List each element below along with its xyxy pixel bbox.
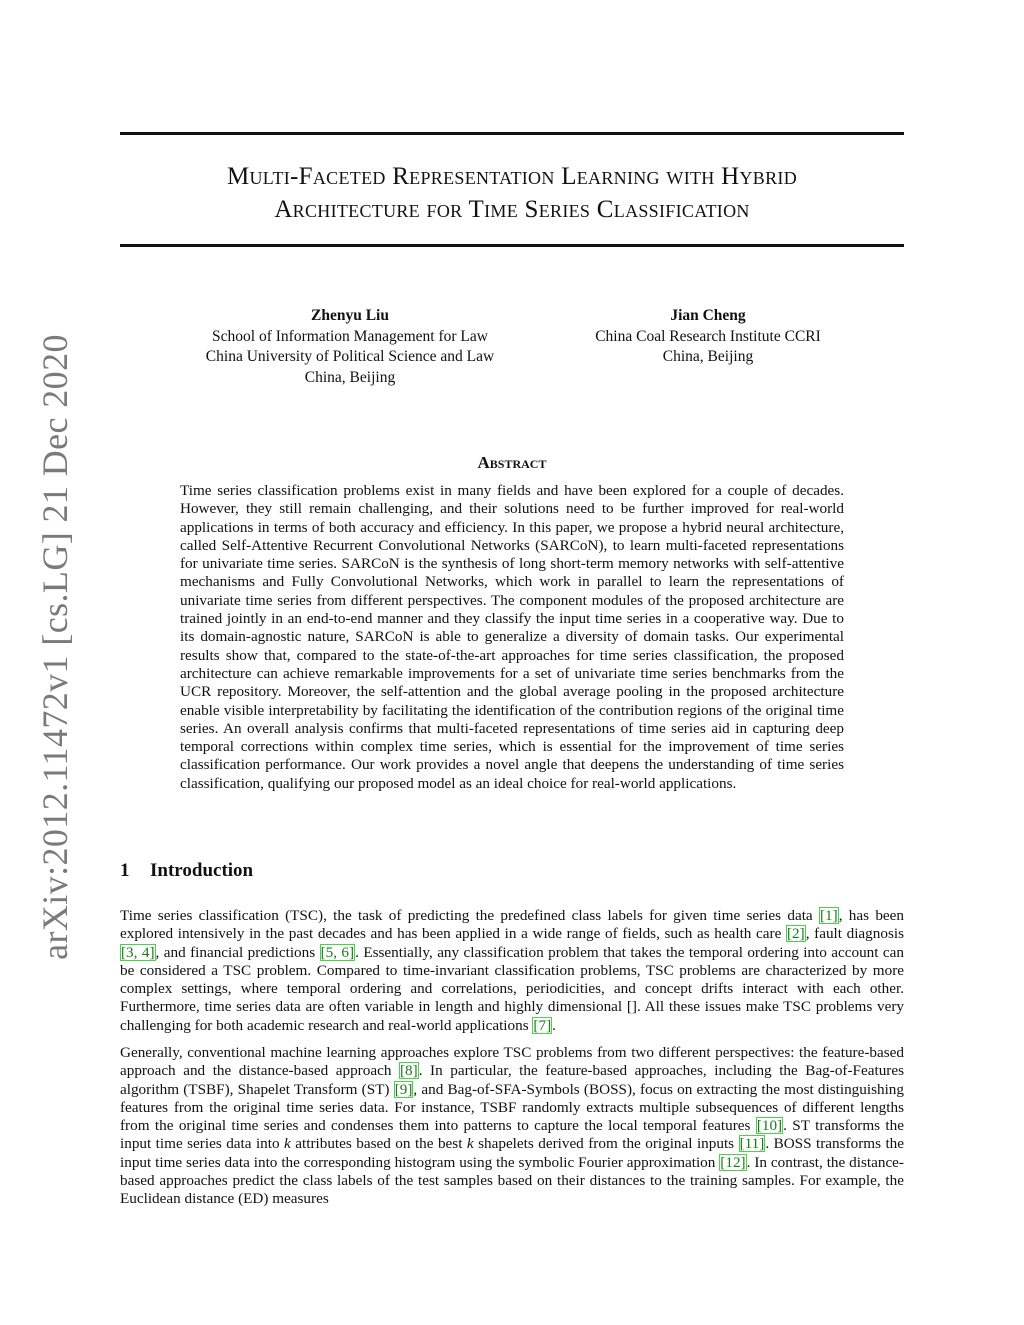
text-span: Time series classification (TSC), the task of predicting the predefined class labels for given time series data xyxy=(120,907,819,924)
text-span: , fault diagnosis xyxy=(805,925,904,943)
text-span: . In particular, the feature-based approaches, including the Bag-of-Features algorithm (TSBF), Shapelet Transform (ST) xyxy=(120,1062,904,1098)
citation-link[interactable]: [12] xyxy=(720,1153,746,1171)
section-heading xyxy=(120,860,253,882)
text-span: shapelets derived from the original inputs xyxy=(473,1135,739,1153)
arxiv-identifier: arXiv:2012.11472v1 [cs.LG] 21 Dec 2020 xyxy=(35,334,75,960)
author-affiliation: China Coal Research Institute CCRI xyxy=(595,327,821,345)
author-name: Zhenyu Liu xyxy=(311,307,389,324)
citation-link[interactable]: [1] xyxy=(819,907,838,924)
author-block-2 xyxy=(578,306,838,368)
title-rule-bottom xyxy=(120,244,904,247)
text-span: . xyxy=(552,1016,556,1034)
title-rule-top xyxy=(120,132,904,135)
author-affiliation: China, Beijing xyxy=(662,348,754,365)
author-affiliation: China, Beijing xyxy=(304,368,396,386)
math-variable: k xyxy=(284,1135,291,1153)
text-span: , has been explored intensively in the past decades and has been applied in a wide range of fields, such as health care xyxy=(120,907,904,943)
abstract-text: Time series classification problems exist in many fields and have been explored for a couple of decades. However, they still remain challenging, and their solutions need to be further improved for real-world applications in terms of both accuracy and efficiency. In this paper, we propose a hybrid neural architecture, called Self-Attentive Recurrent Convolutional Networks (SARCoN), to learn multi-faceted representations for univariate time series. SARCoN is the synthesis of long short-term memory networks with self-attentive mechanisms and Fully Convolutional Networks, which work in parallel to learn the representations of univariate time series from different perspectives. The component modules of the proposed architecture are trained jointly in an end-to-end manner and they classify the input time series in a cooperative way. Due to its domain-agnostic nature, SARCoN is able to generalize a diversity of domain tasks. Our experimental results show that, compared to the state-of-the-art approaches for time series classification, the proposed architecture can achieve remarkable improvements for a set of univariate time series benchmarks from the UCR repository. Moreover, the self-attention and the global average pooling in the proposed architecture enable visible interpretability by facilitating the identification of the contribution regions of the original time series. An overall analysis confirms that multi-faceted representations of time series aid in capturing deep temporal corrections within complex time series, which is essential for the improvement of time series classification performance. Our work provides a novel angle that deepens the understanding of time series classification, qualifying our proposed model as an ideal choice for real-world applications. xyxy=(180,482,844,792)
author-block-1 xyxy=(190,306,510,388)
author-name: Jian Cheng xyxy=(670,307,746,324)
text-span: . Essentially, any classification problem that takes the temporal ordering into account can be considered a TSC problem. Compared to time-invariant classification problems, TSC problems are characterized by more complex settings, where temporal ordering and correlations, periodicities, and concept drifts interact with each other. Furthermore, time series data are often variable in length and highly dimensional []. All these issues make TSC problems very challenging for both academic research and real-world applications xyxy=(120,943,904,1034)
title-line-1: Multi-Faceted Representation Learning with Hybrid xyxy=(226,163,797,190)
citation-link[interactable]: [5, 6] xyxy=(320,943,355,961)
math-variable: k xyxy=(466,1135,474,1153)
intro-paragraph-1 xyxy=(120,907,904,1035)
text-span: , and Bag-of-SFA-Symbols (BOSS), focus on extracting the most distinguishing features from the original time series data. For instance, TSBF randomly extracts multiple subsequences of different lengths from the original time series and condenses them into patterns to capture the local temporal features xyxy=(120,1080,904,1135)
author-affiliation: School of Information Management for Law xyxy=(212,327,488,345)
text-span: Generally, conventional machine learning approaches explore TSC problems from two different perspectives: the feature-based approach and the distance-based approach xyxy=(120,1044,904,1080)
citation-link[interactable]: [2] xyxy=(786,925,805,943)
citation-link[interactable]: [3, 4] xyxy=(121,943,155,961)
citation-link[interactable]: [8] xyxy=(399,1062,418,1080)
section-number: 1 xyxy=(120,860,130,881)
text-span: , and financial predictions xyxy=(155,943,320,961)
citation-link[interactable]: [9] xyxy=(394,1080,413,1098)
citation-link[interactable]: [7] xyxy=(533,1016,552,1034)
text-span: attributes based on the best xyxy=(290,1135,467,1153)
text-span: . BOSS transforms the input time series data into the corresponding histogram using the symbolic Fourier approximation xyxy=(120,1135,905,1171)
text-span: . In contrast, the distance-based approaches predict the class labels of the test samples based on their distances to the training samples. For example, the Euclidean distance (ED) measures xyxy=(120,1153,904,1208)
intro-paragraph-2 xyxy=(120,1044,904,1209)
text-span: . ST transforms the input time series data into xyxy=(120,1117,904,1153)
author-affiliation: China University of Political Science and Law xyxy=(205,348,495,365)
abstract-heading: Abstract xyxy=(477,453,547,472)
citation-link[interactable]: [11] xyxy=(739,1135,765,1153)
section-title: Introduction xyxy=(150,860,254,881)
citation-link[interactable]: [10] xyxy=(756,1117,783,1135)
paper-title xyxy=(120,160,904,226)
title-line-2: Architecture for Time Series Classification xyxy=(274,196,750,223)
